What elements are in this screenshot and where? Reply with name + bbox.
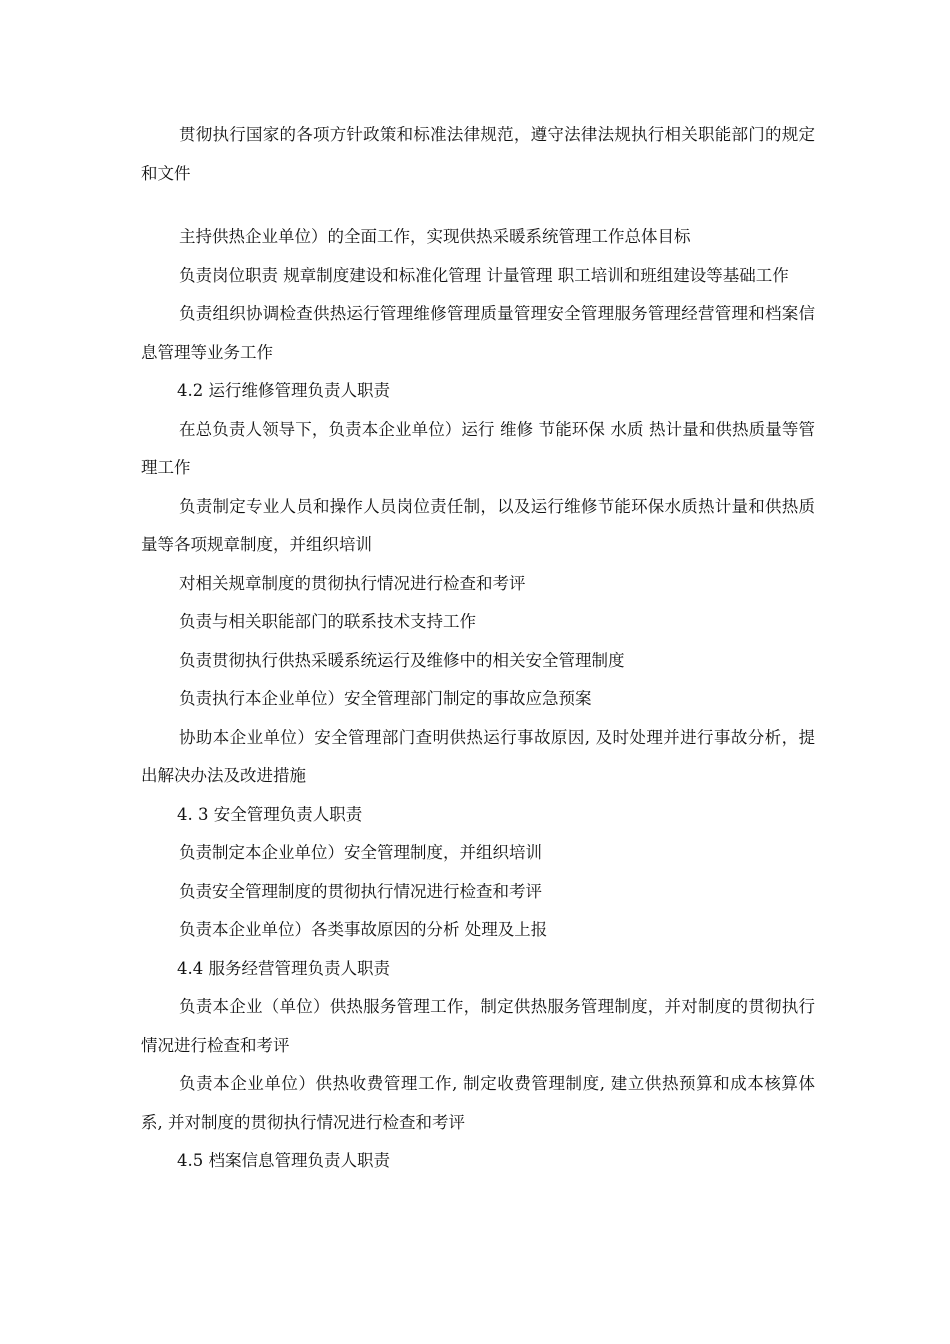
paragraph: 主持供热企业单位）的全面工作，实现供热采暖系统管理工作总体目标 — [179, 227, 691, 246]
paragraph: 负责执行本企业单位）安全管理部门制定的事故应急预案 — [179, 689, 592, 708]
paragraph: 负责本企业单位）各类事故原因的分析 处理及上报 — [179, 920, 548, 939]
paragraph: 负责制定本企业单位）安全管理制度，并组织培训 — [179, 843, 542, 862]
paragraph: 负责本企业（单位）供热服务管理工作，制定供热服务管理制度，并对制度的贯彻执行情况进行检查和考评 — [141, 997, 815, 1055]
paragraph: 负责制定专业人员和操作人员岗位责任制，以及运行维修节能环保水质热计量和供热质量等各项规章制度，并组织培训 — [141, 496, 815, 554]
section-heading: 4.5 档案信息管理负责人职责 — [177, 1151, 390, 1170]
paragraph: 负责安全管理制度的贯彻执行情况进行检查和考评 — [179, 881, 542, 901]
section-heading: 4. 3 安全管理负责人职责 — [177, 804, 363, 824]
paragraph: 贯彻执行国家的各项方针政策和标准法律规范，遵守法律法规执行相关职能部门的规定和文件 — [141, 125, 815, 183]
paragraph: 负责岗位职责 规章制度建设和标准化管理 计量管理 职工培训和班组建设等基础工作 — [179, 265, 789, 285]
paragraph: 负责组织协调检查供热运行管理维修管理质量管理安全管理服务管理经营管理和档案信息管理等业务工作 — [141, 304, 815, 362]
paragraph: 负责本企业单位）供热收费管理工作, 制定收费管理制度, 建立供热预算和成本核算体系, 并对制度的贯彻执行情况进行检查和考评 — [141, 1074, 815, 1132]
document-body — [141, 116, 815, 1181]
paragraph: 协助本企业单位）安全管理部门查明供热运行事故原因, 及时处理并进行事故分析，提出解决办法及改进措施 — [141, 727, 815, 785]
paragraph: 负责与相关职能部门的联系技术支持工作 — [179, 612, 476, 631]
paragraph: 对相关规章制度的贯彻执行情况进行检查和考评 — [179, 573, 526, 593]
section-heading: 4.2 运行维修管理负责人职责 — [177, 381, 390, 400]
paragraph: 在总负责人领导下，负责本企业单位）运行 维修 节能环保 水质 热计量和供热质量等管理工作 — [141, 419, 815, 477]
section-heading: 4.4 服务经营管理负责人职责 — [177, 958, 390, 978]
paragraph: 负责贯彻执行供热采暖系统运行及维修中的相关安全管理制度 — [179, 650, 625, 670]
